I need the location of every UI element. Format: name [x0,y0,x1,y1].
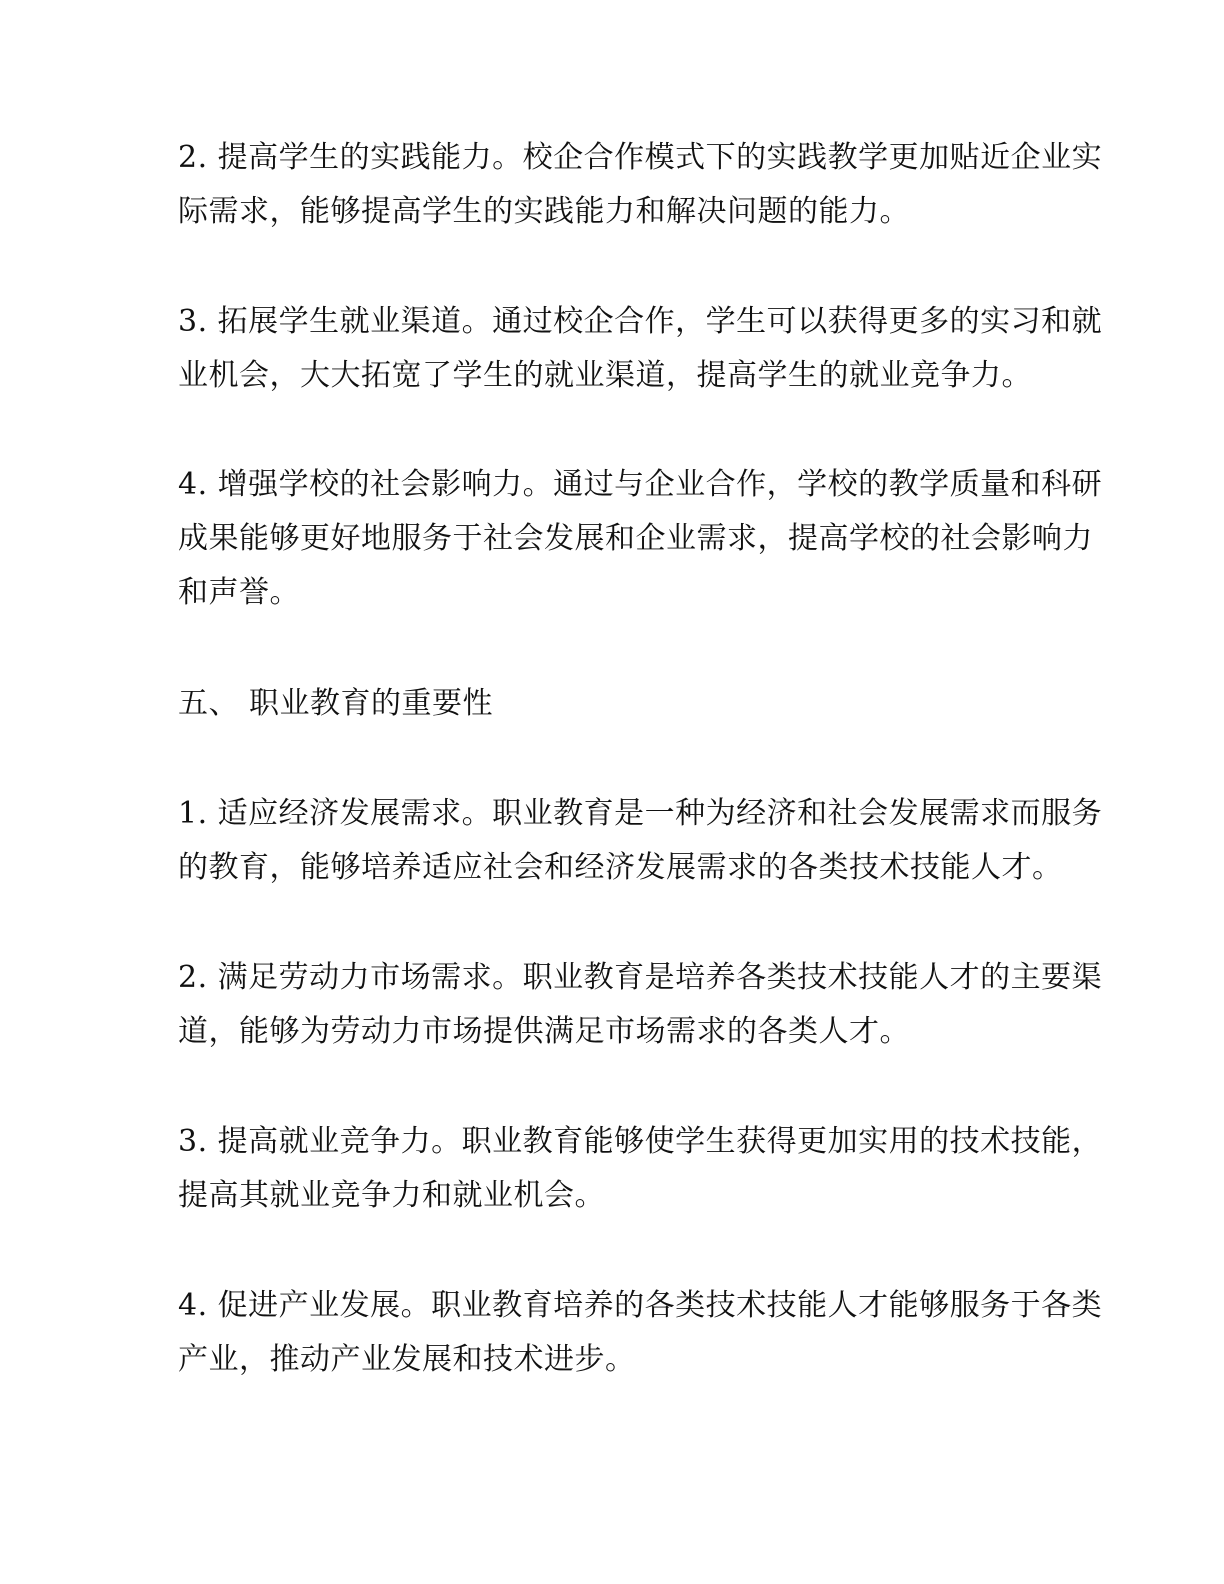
paragraph-line: 提高其就业竞争力和就业机会。 [178,1178,605,1213]
paragraph-line: 3. 拓展学生就业渠道。通过校企合作，学生可以获得更多的实习和就 [178,304,1103,339]
paragraph-line: 2. 满足劳动力市场需求。职业教育是培养各类技术技能人才的主要渠 [178,960,1103,995]
paragraph-line: 2. 提高学生的实践能力。校企合作模式下的实践教学更加贴近企业实 [178,140,1103,175]
paragraph-benefit-3 [178,295,1103,403]
paragraph-line: 4. 增强学校的社会影响力。通过与企业合作，学校的教学质量和科研 [178,467,1103,502]
paragraph-importance-2 [178,951,1103,1059]
section-heading [178,677,1018,731]
paragraph-benefit-2 [178,131,1103,239]
paragraph-line: 成果能够更好地服务于社会发展和企业需求，提高学校的社会影响力 [178,521,1093,556]
paragraph-line: 和声誉。 [178,575,300,610]
paragraph-importance-4 [178,1279,1103,1387]
paragraph-line: 3. 提高就业竞争力。职业教育能够使学生获得更加实用的技术技能， [178,1124,1103,1159]
paragraph-line: 业机会，大大拓宽了学生的就业渠道，提高学生的就业竞争力。 [178,358,1032,393]
paragraph-benefit-4 [178,458,1103,620]
paragraph-line: 际需求，能够提高学生的实践能力和解决问题的能力。 [178,194,910,229]
paragraph-line: 道，能够为劳动力市场提供满足市场需求的各类人才。 [178,1014,910,1049]
section-heading-text: 五、 职业教育的重要性 [178,686,494,721]
paragraph-line: 4. 促进产业发展。职业教育培养的各类技术技能人才能够服务于各类 [178,1288,1103,1323]
paragraph-importance-1 [178,787,1103,895]
paragraph-line: 1. 适应经济发展需求。职业教育是一种为经济和社会发展需求而服务 [178,796,1103,831]
paragraph-importance-3 [178,1115,1103,1223]
paragraph-line: 产业，推动产业发展和技术进步。 [178,1342,636,1377]
paragraph-line: 的教育，能够培养适应社会和经济发展需求的各类技术技能人才。 [178,850,1063,885]
